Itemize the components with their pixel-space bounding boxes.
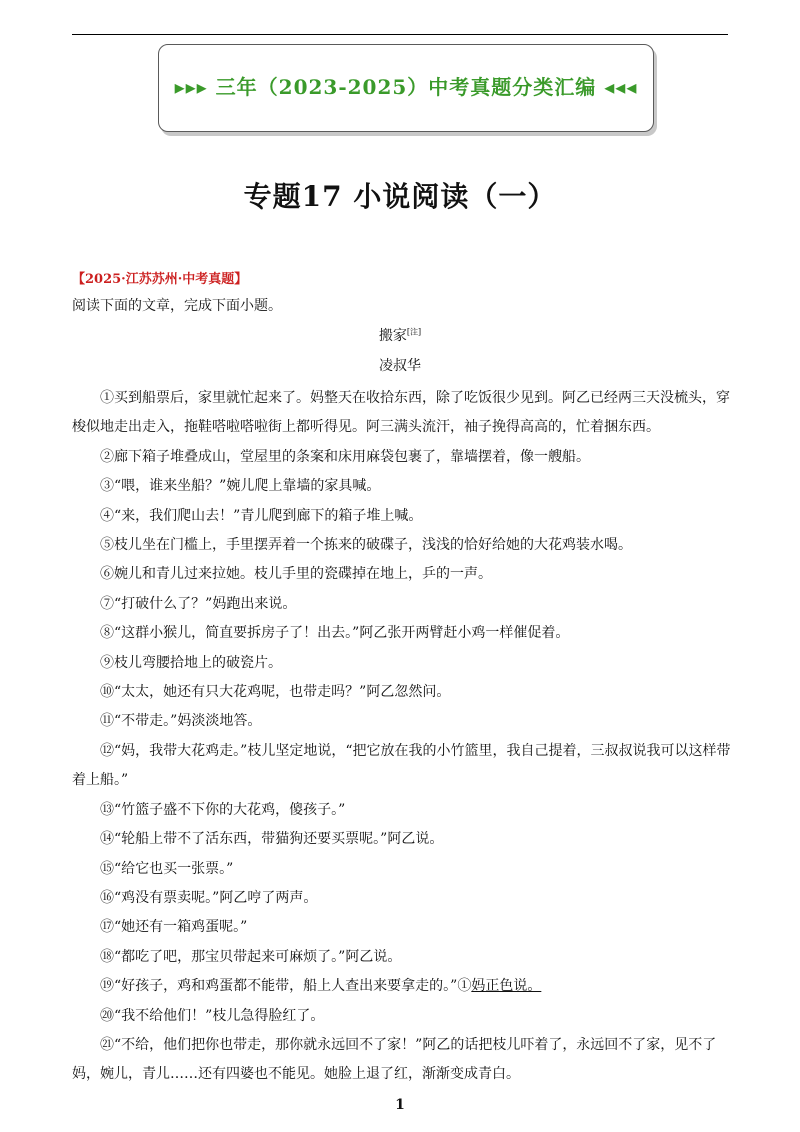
paragraph-4: ④“来，我们爬山去！”青儿爬到廊下的箱子堆上喊。 <box>100 507 423 524</box>
passage-author: 凌叔华 <box>379 358 421 374</box>
paragraph-3: ③“喂，谁来坐船？”婉儿爬上靠墙的家具喊。 <box>100 478 381 495</box>
paragraph-5: ⑤枝儿坐在门槛上，手里摆弄着一个拣来的破碟子，浅浅的恰好给她的大花鸡装水喝。 <box>100 537 632 554</box>
paragraph-15: ⑮“给它也买一张票。” <box>100 860 234 877</box>
source-tag: 【2025·江苏苏州·中考真题】 <box>72 272 248 287</box>
paragraph-2: ②廊下箱子堆叠成山，堂屋里的条案和床用麻袋包裹了，靠墙摆着，像一艘船。 <box>100 448 590 465</box>
header-banner <box>158 44 654 132</box>
top-rule <box>72 34 728 35</box>
passage-body <box>72 384 732 1090</box>
banner-text: ▸▸▸ 三年（2023-2025）中考真题分类汇编 ◂◂◂ <box>174 75 638 99</box>
paragraph-13: ⑬“竹篮子盛不下你的大花鸡，傻孩子。” <box>100 801 346 818</box>
paragraph-12: ⑫“妈，我带大花鸡走。”枝儿坚定地说，“把它放在我的小竹篮里，我自己提着，三叔叔说我可以这样带着上船。” <box>72 742 731 789</box>
paragraph-9: ⑨枝儿弯腰拾地上的破瓷片。 <box>100 654 282 671</box>
paragraph-16: ⑯“鸡没有票卖呢。”阿乙哼了两声。 <box>100 889 318 906</box>
passage-title-note: [注] <box>406 327 422 337</box>
page-number: 1 <box>395 1097 405 1113</box>
paragraph-18: ⑱“都吃了吧，那宝贝带起来可麻烦了。”阿乙说。 <box>100 948 402 965</box>
paragraph-14: ⑭“轮船上带不了活东西，带猫狗还要买票呢。”阿乙说。 <box>100 831 444 848</box>
instruction: 阅读下面的文章，完成下面小题。 <box>72 298 282 314</box>
paragraph-1: ①买到船票后，家里就忙起来了。妈整天在收拾东西，除了吃饭很少见到。阿乙已经两三天没梳头，穿梭似地走出走入，拖鞋嗒啦嗒啦街上都听得见。阿三满头流汗，袖子挽得高高的，忙着捆东西。 <box>72 390 730 436</box>
paragraph-20: ⑳“我不给他们！”枝儿急得脸红了。 <box>100 1007 325 1024</box>
paragraph-21: ㉑“不给，他们把你也带走，那你就永远回不了家！”阿乙的话把枝儿吓着了，永远回不了家，见不了妈，婉儿，青儿……还有四婆也不能见。她脸上退了红，渐渐变成青白。 <box>72 1036 717 1083</box>
passage-title-text: 搬家 <box>378 328 407 344</box>
paragraph-17: ⑰“她还有一箱鸡蛋呢。” <box>100 919 248 936</box>
paragraph-19 <box>72 972 732 1001</box>
paragraph-8: ⑧“这群小猴儿，简直要拆房子了！出去。”阿乙张开两臂赶小鸡一样催促着。 <box>100 625 570 642</box>
paragraph-19-text: ⑲“好孩子，鸡和鸡蛋都不能带，船上人查出来要拿走的。”① <box>100 978 472 995</box>
paragraph-10: ⑩“太太，她还有只大花鸡呢，也带走吗？”阿乙忽然问。 <box>100 684 451 701</box>
underlined-sentence: 妈正色说。 <box>471 978 542 995</box>
paragraph-6: ⑥婉儿和青儿过来拉她。枝儿手里的瓷碟掉在地上，乒的一声。 <box>100 566 492 583</box>
page-title: 专题17 小说阅读（一） <box>243 180 557 213</box>
passage-title <box>0 325 800 345</box>
paragraph-11: ⑪“不带走。”妈淡淡地答。 <box>100 713 262 730</box>
paragraph-7: ⑦“打破什么了？”妈跑出来说。 <box>100 595 297 612</box>
